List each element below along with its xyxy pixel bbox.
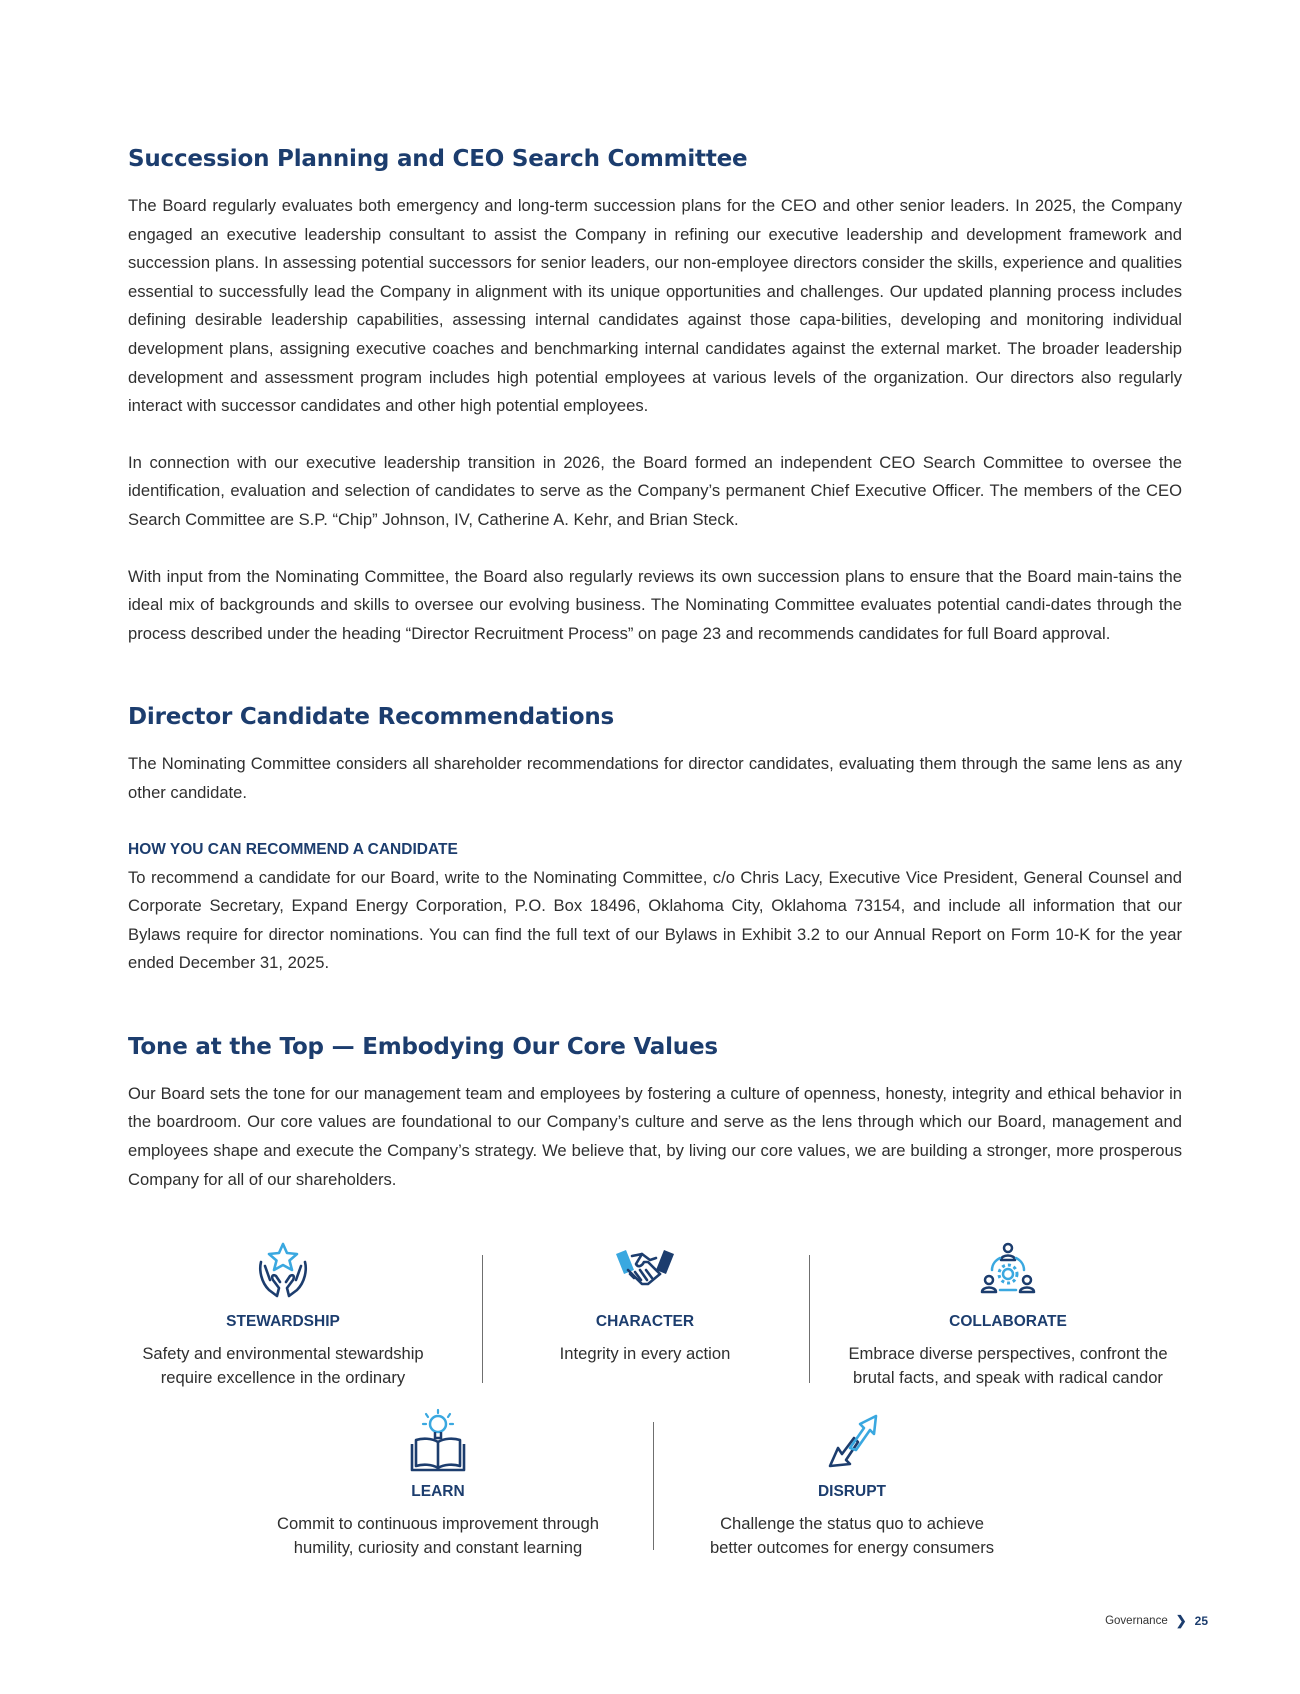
value-description: [248, 1512, 628, 1560]
paragraph: With input from the Nominating Committee, the Board also regularly reviews its own succession plans to ensure that the Board main-tains the ideal mix of backgrounds and skills to oversee our evolving business. The Nominating Committee evaluates potential candi-dates through the process described under the heading “Director Recruitment Process” on page 23 and recommends candidates for full Board approval.: [128, 566, 1182, 643]
paragraph: The Board regularly evaluates both emergency and long-term succession plans for the CEO and other senior leaders. In 2025, the Company engaged an executive leadership consultant to assist the Company in refining our executive leadership and development framework and succession plans. In assessing potential successors for senior leaders, our non-employee directors consider the skills, experience and qualities essential to successfully lead the Company in alignment with its unique opportunities and challenges. Our updated planning process includes defining desirable leadership capabilities, assessing internal candidates against those capa-bilities, developing and monitoring individual development plans, assigning executive coaches and benchmarking internal candidates against the external market. The broader leadership development and assessment program includes high potential employees at various levels of the organization. Our directors also regularly interact with successor candidates and other high potential employees.: [128, 196, 1182, 416]
value-description: [826, 1342, 1190, 1390]
value-stewardship: [118, 1240, 448, 1390]
value-description-line: brutal facts, and speak with radical candor: [853, 1368, 1163, 1387]
value-collaborate: [826, 1240, 1190, 1390]
value-description: [677, 1512, 1027, 1560]
value-description-line: Embrace diverse perspectives, confront the: [848, 1344, 1168, 1363]
paragraph: Our Board sets the tone for our management team and employees by fostering a culture of openness, honesty, integrity and ethical behavior in the boardroom. Our core values are foundational to our Company’s culture and serve as the lens through which our Board, management and employees shape and execute the Company’s strategy. We believe that, by living our core values, we are building a stronger, more prosperous Company for all of our shareholders.: [128, 1083, 1182, 1189]
chevron-right-icon: ❯: [1175, 1613, 1187, 1628]
paragraph: To recommend a candidate for our Board, write to the Nominating Committee, c/o Chris Lacy, Executive Vice President, General Counsel and Corporate Secretary, Expand Energy Corporation, P.O. Box 18496, Oklahoma City, Oklahoma 73154, and include all information that our Bylaws require for director nominations. You can find the full text of our Bylaws in Exhibit 3.2 to our Annual Report on Form 10-K for the year ended December 31, 2025.: [128, 867, 1182, 973]
section-heading-tone: Tone at the Top — Embodying Our Core Values: [128, 1033, 718, 1060]
value-description: [118, 1342, 448, 1390]
value-learn: [248, 1408, 628, 1560]
value-description-line: better outcomes for energy consumers: [709, 1538, 995, 1557]
value-description-line: Safety and environmental stewardship: [142, 1344, 424, 1363]
arrows-icon: [820, 1408, 884, 1474]
paragraph: In connection with our executive leadership transition in 2026, the Board formed an independent CEO Search Committee to oversee the identification, evaluation and selection of candidates to serve as the Company’s permanent Chief Executive Officer. The members of the CEO Search Committee are S.P. “Chip” Johnson, IV, Catherine A. Kehr, and Brian Steck.: [128, 452, 1182, 529]
page-footer: [1105, 1613, 1208, 1629]
divider: [482, 1255, 483, 1383]
value-description-line: humility, curiosity and constant learning: [293, 1538, 583, 1557]
subheading-recommend: HOW YOU CAN RECOMMEND A CANDIDATE: [128, 840, 458, 858]
page-number: 25: [1194, 1614, 1208, 1628]
book-lightbulb-icon: [406, 1408, 470, 1474]
page-content: [128, 146, 1182, 1194]
value-title: STEWARDSHIP: [226, 1313, 340, 1330]
value-description-line: require excellence in the ordinary: [160, 1368, 406, 1387]
divider: [653, 1422, 654, 1550]
value-title: DISRUPT: [817, 1483, 887, 1500]
value-description-line: Integrity in every action: [559, 1344, 731, 1363]
footer-section-label: Governance: [1105, 1615, 1168, 1627]
handshake-icon: [612, 1240, 678, 1304]
value-description-line: Challenge the status quo to achieve: [720, 1514, 984, 1533]
value-title: LEARN: [411, 1483, 465, 1500]
value-title: CHARACTER: [595, 1313, 695, 1330]
value-title: COLLABORATE: [949, 1313, 1067, 1330]
hands-star-icon: [251, 1240, 315, 1304]
people-gear-icon: [976, 1240, 1040, 1304]
value-character: [505, 1240, 785, 1366]
divider: [809, 1255, 810, 1383]
value-description: [505, 1342, 785, 1366]
value-description-line: Commit to continuous improvement through: [277, 1514, 599, 1533]
section-heading-succession: Succession Planning and CEO Search Committee: [128, 146, 748, 172]
paragraph: The Nominating Committee considers all shareholder recommendations for director candidates, evaluating them through the same lens as any other candidate.: [128, 754, 1182, 802]
section-heading-director: Director Candidate Recommendations: [128, 704, 614, 731]
value-disrupt: [677, 1408, 1027, 1560]
